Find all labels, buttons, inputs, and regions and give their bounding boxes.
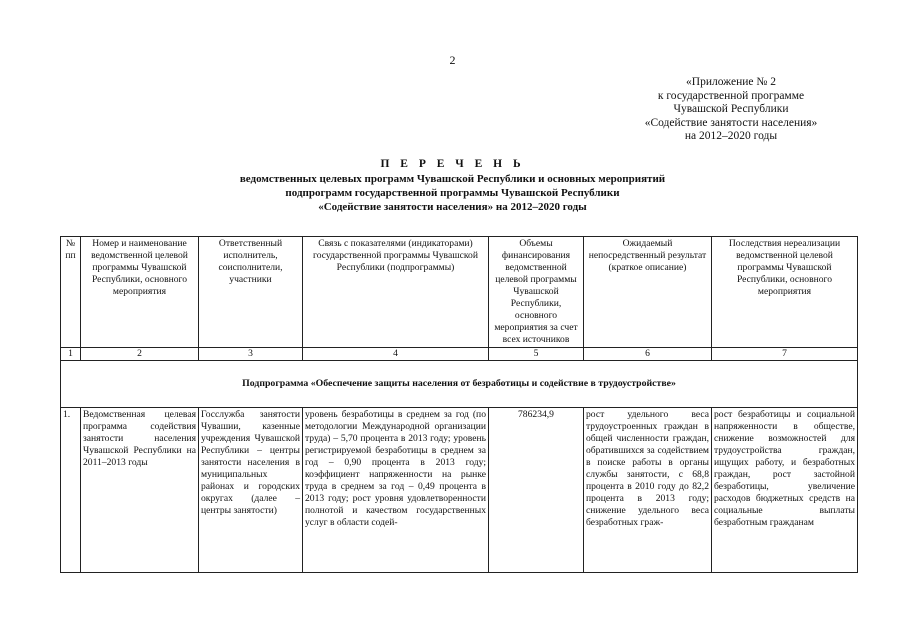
indicators-cell: уровень безработицы в среднем за год (по методологии Международной организации труда) – 5,70 процента в 2013 году; уровень регистрируемой безработицы в среднем за год – 0,90 процента в 2013 году; коэффициент напряженности на рынке труда в среднем за год – 0,49 процента в 2013 году; рост уровня удовлетворенности полнотой и качеством государственных услуг в области содей- [303, 408, 489, 573]
table-header-row [61, 237, 858, 348]
header-cell-consequences: Последствия нереализации ведомственной целевой программы Чувашской Республики, основного мероприятия [712, 237, 858, 348]
header-cell-funding: Объемы финансирования ведомственной целевой программы Чувашской Республики, основного мероприятия за счет всех источников [489, 237, 584, 348]
column-number: 7 [712, 348, 858, 361]
subtitle-line: ведомственных целевых программ Чувашской Республики и основных мероприятий [239, 173, 666, 185]
column-number: 3 [199, 348, 303, 361]
funding-cell: 786234,9 [489, 408, 584, 573]
subprogram-row [61, 361, 858, 408]
subtitle-line: «Содействие занятости населения» на 2012–2020 годы [318, 201, 587, 213]
subprogram-title: Подпрограмма «Обеспечение защиты населения от безработицы и содействие в трудоустройстве» [61, 361, 858, 408]
subtitle-line: подпрограмм государственной программы Чувашской Республики [285, 187, 620, 199]
annex-block [612, 76, 850, 144]
header-cell-program-name: Номер и наименование ведомственной целевой программы Чувашской Республики, основного мероприятия [81, 237, 199, 348]
annex-line: Чувашской Республики [673, 103, 789, 115]
executor-cell: Госслужба занятости Чувашии, казенные учреждения Чувашской Республики – центры занятости населения в муниципальных районах и городских округах (далее – центры занятости) [199, 408, 303, 573]
annex-line: к государственной программе [657, 89, 805, 102]
column-number: 4 [303, 348, 489, 361]
annex-line: на 2012–2020 годы [684, 130, 778, 142]
column-number: 2 [81, 348, 199, 361]
table-row [61, 408, 858, 573]
document-title: П Е Р Е Ч Е Н Ь [380, 158, 525, 170]
column-number-row [61, 348, 858, 361]
annex-line: «Приложение № 2 [686, 76, 776, 88]
programs-table [60, 236, 858, 573]
column-number: 6 [584, 348, 712, 361]
document-subtitle [120, 172, 785, 214]
header-cell-result: Ожидаемый непосредственный результат (краткое описание) [584, 237, 712, 348]
result-cell: рост удельного веса трудоустроенных граждан в общей численности граждан, обратившихся за содействием в поиске работы в органы службы занятости, с 68,8 процента в 2010 году до 82,2 процента в 2013 году; снижение удельного веса безработных граж- [584, 408, 712, 573]
header-cell-indicators: Связь с показателями (индикаторами) государственной программы Чувашской Республики (подпрограммы) [303, 237, 489, 348]
consequences-cell: рост безработицы и социальной напряженности в обществе, снижение возможностей для трудоустройства граждан, ищущих работу, и безработных граждан, рост застойной безработицы, увеличение расходов бюджетных средств на социальные выплаты безработным гражданам [712, 408, 858, 573]
page-number: 2 [449, 53, 456, 67]
annex-line: «Содействие занятости населения» [644, 116, 818, 129]
header-cell-number: № пп [61, 237, 81, 348]
header-cell-executor: Ответственный исполнитель, соисполнители, участники [199, 237, 303, 348]
row-number-cell: 1. [61, 408, 81, 573]
column-number: 5 [489, 348, 584, 361]
program-name-cell: Ведомственная целевая программа содействия занятости населения Чувашской Республики на 2011–2013 годы [81, 408, 199, 573]
column-number: 1 [61, 348, 81, 361]
